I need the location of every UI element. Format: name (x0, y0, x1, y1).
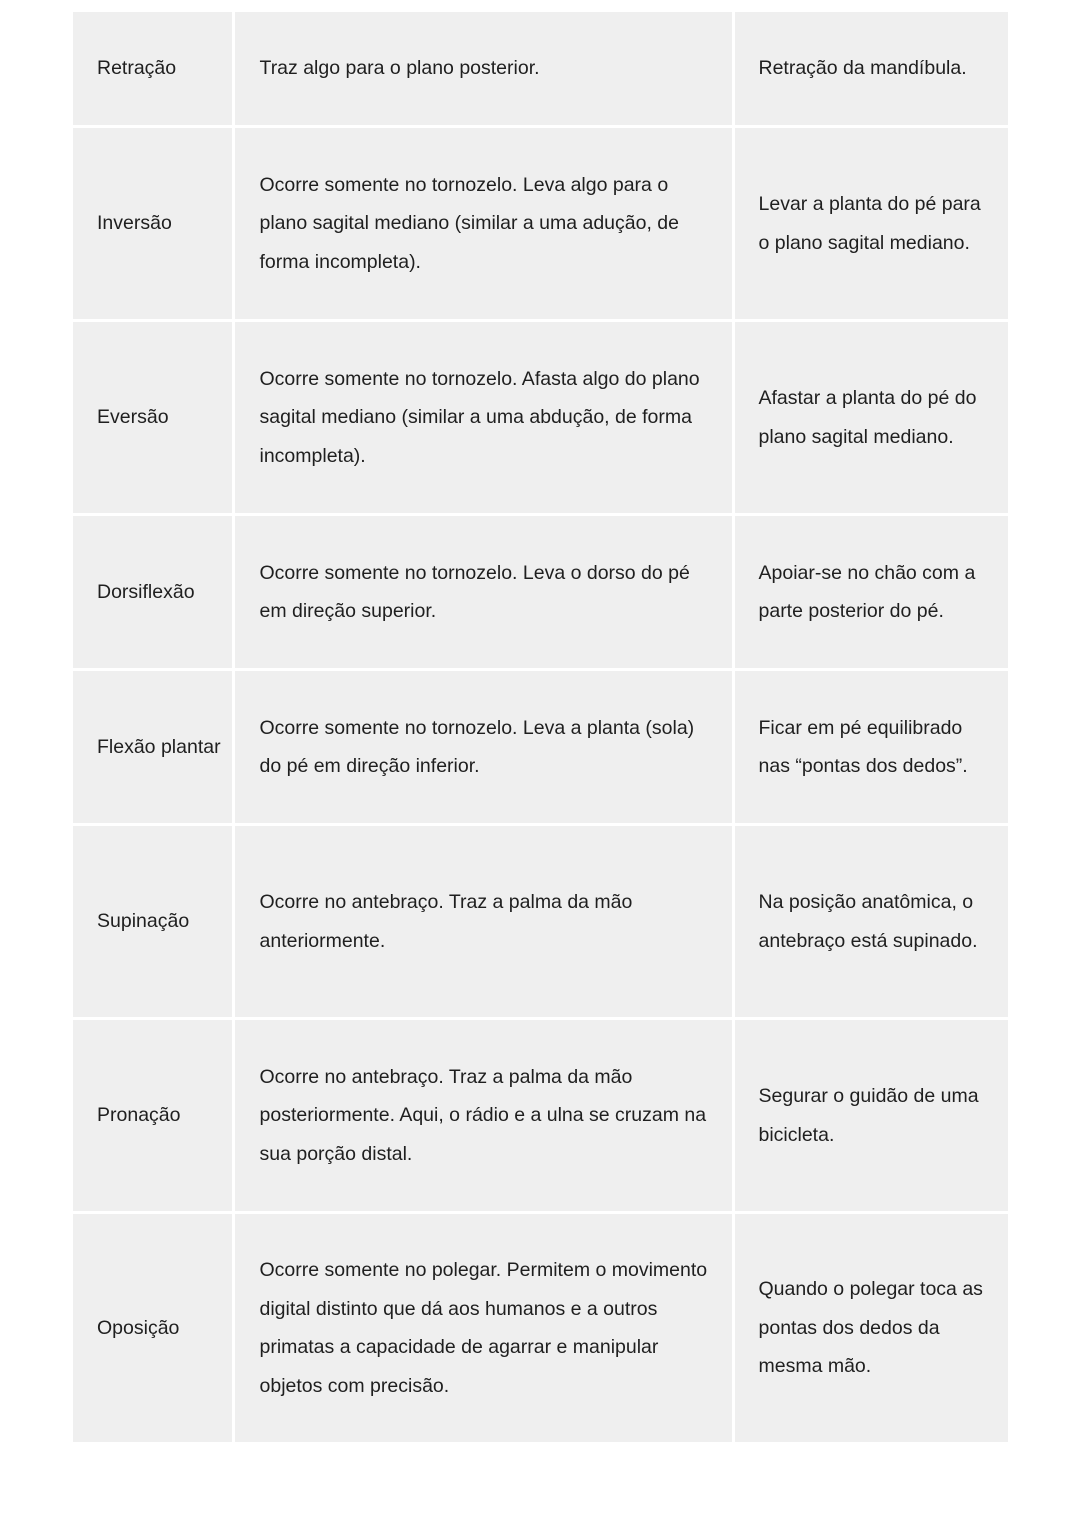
table-row (73, 515, 1008, 670)
movements-table-container (73, 12, 1008, 1445)
table-row (73, 1019, 1008, 1213)
movement-term: Dorsiflexão (73, 515, 233, 670)
movement-description: Traz algo para o plano posterior. (233, 12, 733, 127)
movement-example: Apoiar-se no chão com a parte posterior do pé. (733, 515, 1008, 670)
movement-term: Pronação (73, 1019, 233, 1213)
movement-term: Supinação (73, 825, 233, 1019)
table-row (73, 670, 1008, 825)
table-row (73, 127, 1008, 321)
movement-example: Afastar a planta do pé do plano sagital mediano. (733, 321, 1008, 515)
movement-description: Ocorre no antebraço. Traz a palma da mão posteriormente. Aqui, o rádio e a ulna se cruzam na sua porção distal. (233, 1019, 733, 1213)
movement-example: Na posição anatômica, o antebraço está supinado. (733, 825, 1008, 1019)
table-row (73, 1213, 1008, 1444)
table-row (73, 825, 1008, 1019)
movement-example: Retração da mandíbula. (733, 12, 1008, 127)
movement-term: Inversão (73, 127, 233, 321)
movement-description: Ocorre somente no tornozelo. Leva a planta (sola) do pé em direção inferior. (233, 670, 733, 825)
movement-example: Segurar o guidão de uma bicicleta. (733, 1019, 1008, 1213)
movement-example: Ficar em pé equilibrado nas “pontas dos dedos”. (733, 670, 1008, 825)
movement-description: Ocorre somente no tornozelo. Leva algo para o plano sagital mediano (similar a uma adução, de forma incompleta). (233, 127, 733, 321)
movements-table (73, 12, 1008, 1445)
movement-description: Ocorre no antebraço. Traz a palma da mão anteriormente. (233, 825, 733, 1019)
movement-example: Quando o polegar toca as pontas dos dedos da mesma mão. (733, 1213, 1008, 1444)
movement-term: Flexão plantar (73, 670, 233, 825)
table-row (73, 321, 1008, 515)
movement-term: Oposição (73, 1213, 233, 1444)
movement-term: Retração (73, 12, 233, 127)
movement-example: Levar a planta do pé para o plano sagital mediano. (733, 127, 1008, 321)
movement-description: Ocorre somente no tornozelo. Afasta algo do plano sagital mediano (similar a uma abdução, de forma incompleta). (233, 321, 733, 515)
table-row (73, 12, 1008, 127)
movement-description: Ocorre somente no tornozelo. Leva o dorso do pé em direção superior. (233, 515, 733, 670)
movement-term: Eversão (73, 321, 233, 515)
movement-description: Ocorre somente no polegar. Permitem o movimento digital distinto que dá aos humanos e a outros primatas a capacidade de agarrar e manipular objetos com precisão. (233, 1213, 733, 1444)
